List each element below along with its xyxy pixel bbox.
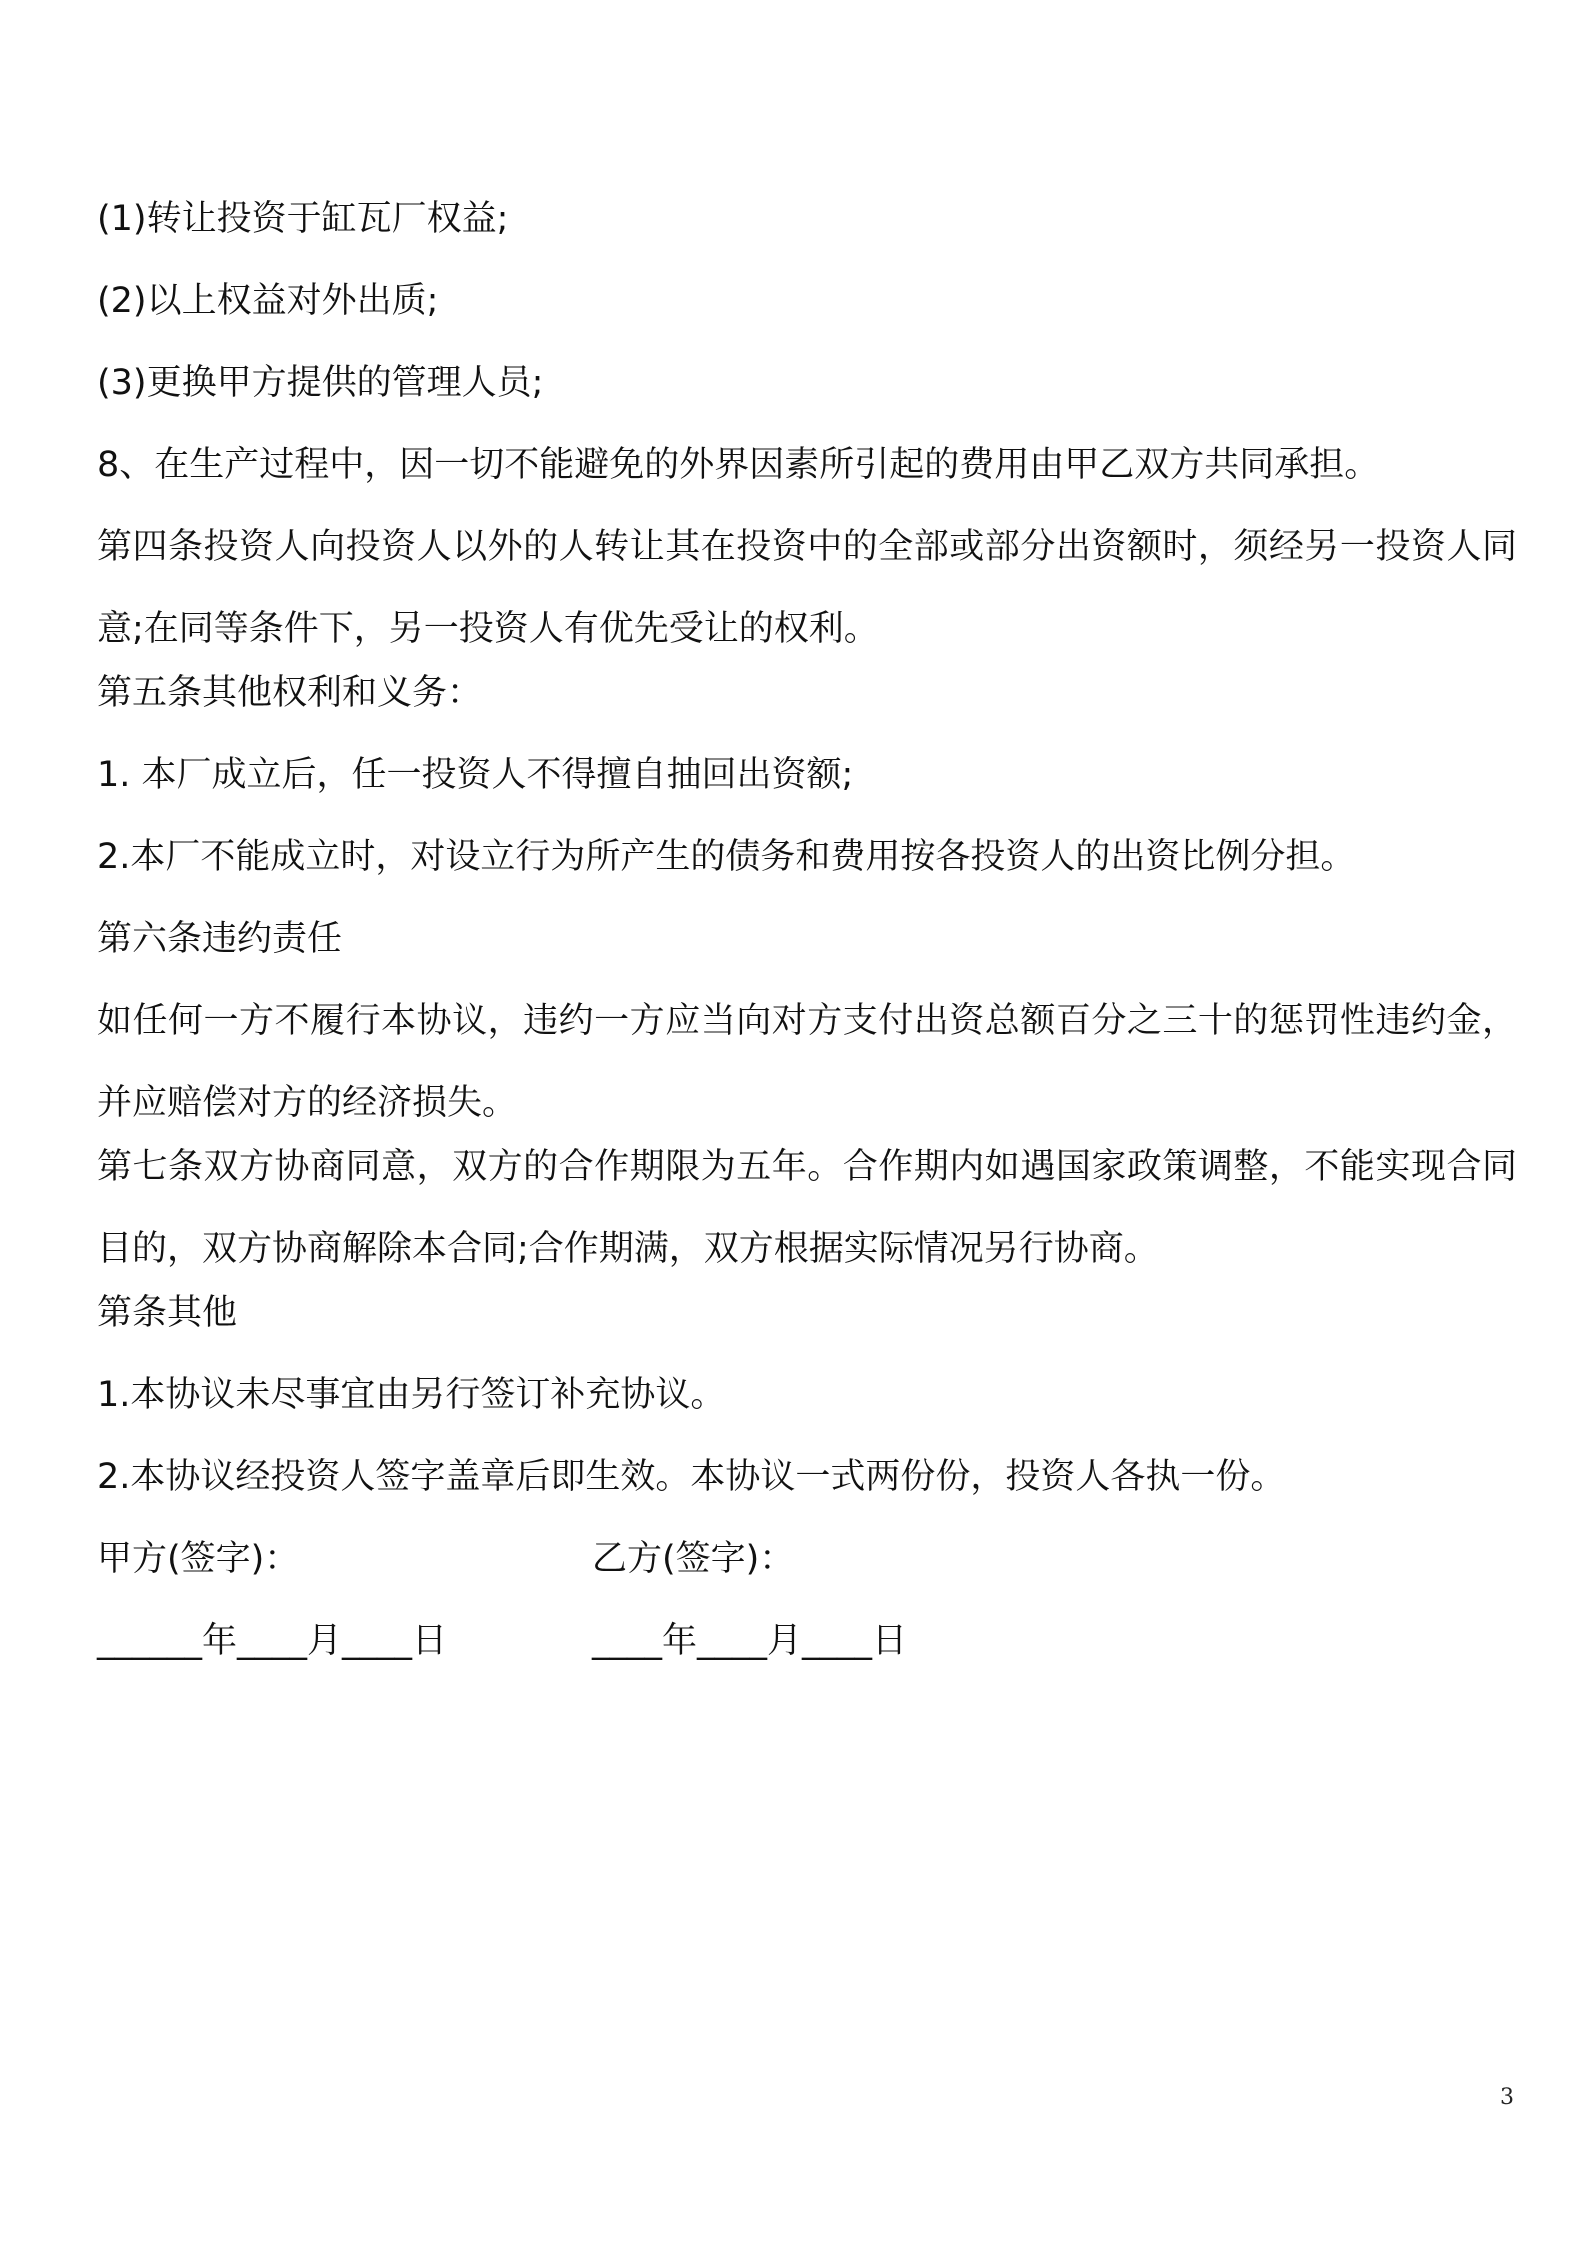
article-8-title: 第条其他: [97, 1293, 238, 1333]
article-6-title: 第六条违约责任: [97, 919, 343, 959]
article-7: 第七条双方协商同意，双方的合作期限为五年。合作期内如遇国家政策调整，不能实现合同目的，双方协商解除本合同;合作期满，双方根据实际情况另行协商。: [97, 1147, 1517, 1269]
document-body: [97, 196, 1517, 1700]
article-5-title: 第五条其他权利和义务：: [97, 673, 483, 713]
clause-item-3: (3)更换甲方提供的管理人员;: [97, 363, 544, 403]
date-row: [97, 1618, 1517, 1700]
article-5-item-2: 2.本厂不能成立时，对设立行为所产生的债务和费用按各投资人的出资比例分担。: [97, 837, 1356, 877]
party-b-signature-label: 乙方(签字)：: [592, 1539, 795, 1579]
clause-item-2: (2)以上权益对外出质;: [97, 281, 439, 321]
page-number: 3: [1500, 2085, 1514, 2110]
article-6-text: 如任何一方不履行本协议，违约一方应当向对方支付出资总额百分之三十的惩罚性违约金，并应赔偿对方的经济损失。: [97, 1001, 1517, 1123]
article-4: 第四条投资人向投资人以外的人转让其在投资中的全部或部分出资额时，须经另一投资人同意;在同等条件下，另一投资人有优先受让的权利。: [97, 527, 1517, 649]
article-5-item-1: 1. 本厂成立后，任一投资人不得擅自抽回出资额;: [97, 755, 854, 795]
party-a-signature-label: 甲方(签字)：: [97, 1539, 300, 1579]
article-8-item-1: 1.本协议未尽事宜由另行签订补充协议。: [97, 1375, 726, 1415]
article-8-item-2: 2.本协议经投资人签字盖章后即生效。本协议一式两份份，投资人各执一份。: [97, 1457, 1286, 1497]
signature-row: [97, 1536, 1517, 1618]
party-a-date: ______年____月____日: [97, 1621, 448, 1661]
clause-item-1: (1)转让投资于缸瓦厂权益;: [97, 199, 509, 239]
party-b-date: ____年____月____日: [592, 1621, 908, 1661]
clause-8: 8、在生产过程中，因一切不能避免的外界因素所引起的费用由甲乙双方共同承担。: [97, 445, 1380, 485]
